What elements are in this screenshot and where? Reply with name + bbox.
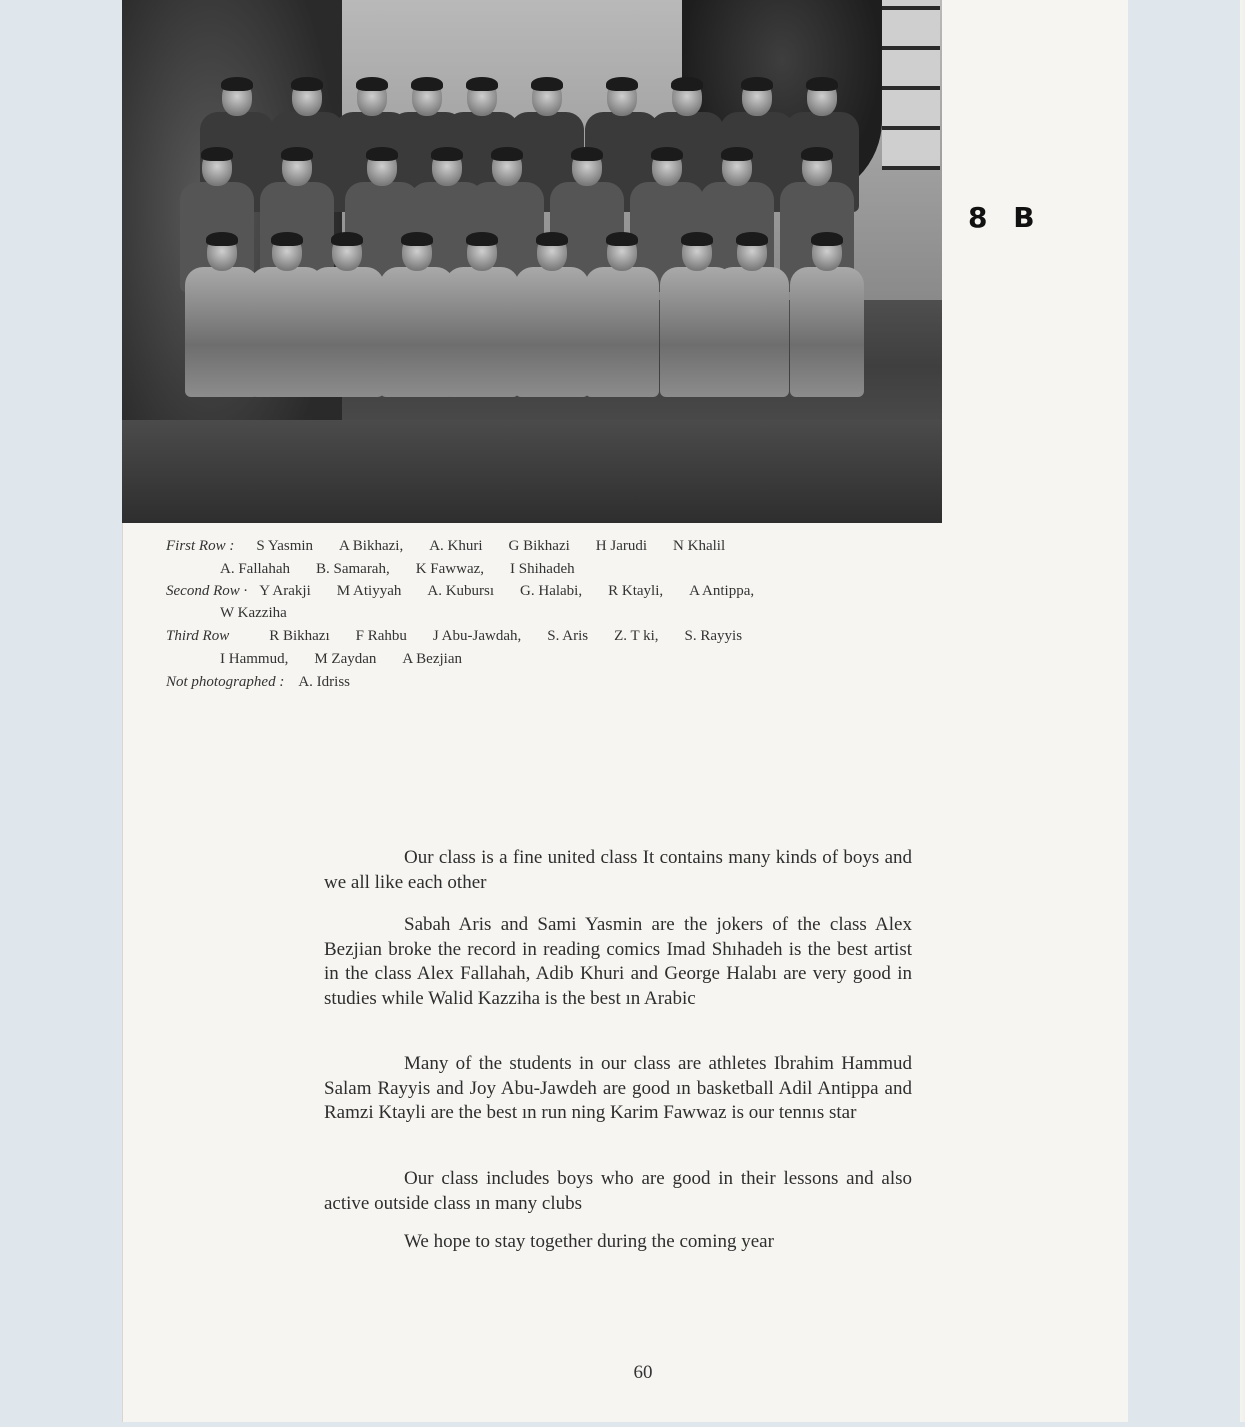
caption-name: Z. T ki, (614, 628, 659, 644)
photo-grass (122, 420, 942, 523)
caption-name: W Kazziha (220, 605, 287, 621)
caption-name: S. Rayyis (684, 628, 743, 644)
body-paragraph-2 (324, 913, 912, 1011)
class-label: 8 B (968, 201, 1043, 234)
caption-name: H Jarudi (595, 538, 648, 554)
caption-second-row-line2 (220, 605, 313, 622)
caption-name: A. Fallahah (220, 561, 290, 577)
caption-name: K Fawwaz, (415, 561, 485, 577)
class-photo (122, 0, 942, 523)
body-paragraph-2-text: Sabah Aris and Sami Yasmin are the jokers of the class Alex Bezjian broke the record in reading comics Imad Shıhadeh is the best artist in the class Alex Fallahah, Adib Khuri and George Halabı are very good in studies while Walid Kazziha is the best ın Arabic (324, 914, 912, 1009)
caption-name: A Antippa, (689, 583, 755, 599)
caption-name: S Yasmin (256, 538, 314, 554)
body-paragraph-3-text: Many of the students in our class are athletes Ibrahim Hammud Salam Rayyis and Joy Abu-Jawdeh are good ın basketball Adil Antippa and Ramzi Ktayli are the best ın run ning Karim Fawwaz is our tennıs star (324, 1053, 912, 1123)
caption-name: I Shihadeh (510, 561, 575, 577)
caption-second-row-line1 (166, 583, 780, 600)
caption-name: M Atiyyah (336, 583, 402, 599)
body-paragraph-1 (324, 846, 912, 895)
caption-first-row-line1 (166, 538, 751, 555)
caption-name: R Bikhazı (269, 628, 330, 644)
caption-name: M Zaydan (314, 651, 377, 667)
caption-name: N Khalil (673, 538, 726, 554)
body-paragraph-1-text: Our class is a fine united class It contains many kinds of boys and we all like each other (324, 847, 912, 893)
caption-first-row-line2 (220, 561, 601, 578)
caption-name: I Hammud, (220, 651, 289, 667)
caption-second-row-label: Second Row · (166, 583, 248, 599)
caption-name: A Bezjian (402, 651, 462, 667)
caption-name: B. Samarah, (315, 561, 390, 577)
body-paragraph-4-text: Our class includes boys who are good in their lessons and also active outside class ın many clubs (324, 1168, 912, 1214)
caption-name: A Bikhazi, (339, 538, 404, 554)
body-paragraph-3 (324, 1052, 912, 1126)
caption-name: J Abu-Jawdah, (432, 628, 522, 644)
caption-third-row-line2 (220, 651, 488, 668)
body-paragraph-5-text: We hope to stay together during the coming year (404, 1231, 774, 1252)
caption-name: A. Khuri (429, 538, 483, 554)
photo-window (882, 0, 940, 170)
caption-name: S. Aris (547, 628, 589, 644)
caption-name: F Rahbu (355, 628, 407, 644)
caption-not-photographed-label: Not photographed : (166, 674, 285, 690)
caption-name: G Bikhazi (508, 538, 570, 554)
caption-name: A. Kubursı (427, 583, 495, 599)
body-paragraph-5 (324, 1230, 912, 1255)
page-number: 60 (633, 1362, 653, 1383)
caption-first-row-label: First Row : (166, 538, 235, 554)
page-edge (1240, 0, 1245, 1422)
caption-name: Y Arakji (259, 583, 311, 599)
caption-name: R Ktayli, (608, 583, 664, 599)
caption-not-photographed (166, 674, 350, 691)
caption-name: G. Halabi, (520, 583, 583, 599)
body-paragraph-4 (324, 1167, 912, 1216)
caption-third-row-line1 (166, 628, 768, 645)
caption-third-row-label: Third Row (166, 628, 230, 644)
caption-not-photographed-name: A. Idriss (298, 674, 351, 690)
